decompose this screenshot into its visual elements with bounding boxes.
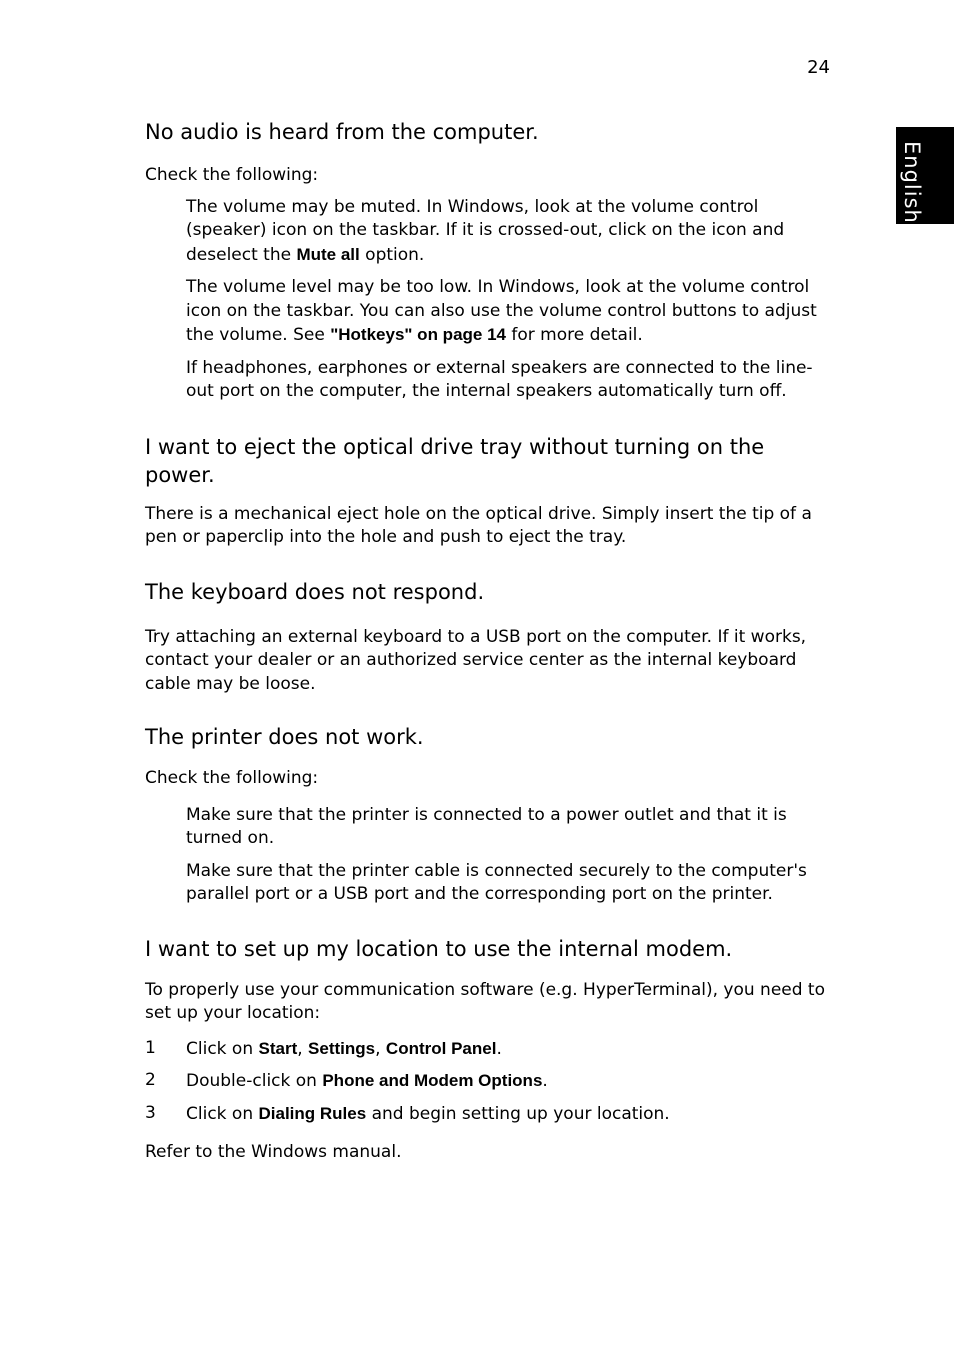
audio-item-headphones: If headphones, earphones or external speakers are connected to the line-out port on the computer, the internal speakers automatically turn off. bbox=[186, 357, 813, 401]
heading-no-audio: No audio is heard from the computer. bbox=[145, 120, 539, 144]
heading-eject-tray: I want to eject the optical drive tray without turning on the power. bbox=[145, 434, 765, 487]
audio-item-muted: The volume may be muted. In Windows, look at the volume control (speaker) icon on the taskbar. If it is crossed-out, click on the icon and deselect the Mute all option. bbox=[186, 196, 785, 265]
keyboard-body: Try attaching an external keyboard to a USB port on the computer. If it works, contact your dealer or an authorized service center as the internal keyboard cable may be loose. bbox=[145, 626, 807, 694]
modem-step-2: 2 Double-click on Phone and Modem Options. bbox=[145, 1070, 548, 1091]
audio-intro: Check the following: bbox=[145, 165, 319, 185]
start-menu-ref: Start bbox=[258, 1038, 298, 1058]
printer-intro: Check the following: bbox=[145, 768, 319, 788]
dialing-rules-ref: Dialing Rules bbox=[258, 1103, 367, 1123]
modem-outro: Refer to the Windows manual. bbox=[145, 1142, 402, 1162]
mute-all-option: Mute all bbox=[296, 244, 360, 264]
language-tab-label: English bbox=[900, 141, 924, 224]
phone-modem-options-ref: Phone and Modem Options bbox=[322, 1071, 543, 1090]
page-number: 24 bbox=[807, 57, 830, 78]
page-content bbox=[145, 118, 835, 1165]
heading-printer: The printer does not work. bbox=[145, 725, 424, 749]
modem-step-1: 1 Click on Start, Settings, Control Panel. bbox=[145, 1037, 502, 1059]
settings-ref: Settings bbox=[308, 1038, 376, 1058]
step-number: 2 bbox=[145, 1070, 156, 1090]
step-number: 1 bbox=[145, 1037, 156, 1058]
heading-keyboard: The keyboard does not respond. bbox=[145, 579, 485, 604]
printer-item-power: Make sure that the printer is connected to a power outlet and that it is turned on. bbox=[186, 804, 787, 848]
modem-step-3: 3 Click on Dialing Rules and begin setting up your location. bbox=[145, 1102, 670, 1124]
heading-modem: I want to set up my location to use the internal modem. bbox=[145, 936, 733, 961]
step-number: 3 bbox=[145, 1102, 156, 1123]
hotkeys-reference: "Hotkeys" on page 14 bbox=[330, 325, 506, 344]
language-tab bbox=[896, 127, 954, 224]
modem-intro: To properly use your communication software (e.g. HyperTerminal), you need to set up your location: bbox=[145, 979, 825, 1023]
eject-body: There is a mechanical eject hole on the optical drive. Simply insert the tip of a pen or paperclip into the hole and push to eject the tray. bbox=[145, 503, 812, 547]
control-panel-ref: Control Panel bbox=[385, 1038, 497, 1058]
audio-item-volume-low: The volume level may be too low. In Windows, look at the volume control icon on the taskbar. You can also use the volume control buttons to adjust the volume. See "Hotkeys" on page 14 for more detail. bbox=[186, 277, 817, 345]
printer-item-cable: Make sure that the printer cable is connected securely to the computer's parallel port or a USB port and the corresponding port on the printer. bbox=[186, 860, 807, 904]
